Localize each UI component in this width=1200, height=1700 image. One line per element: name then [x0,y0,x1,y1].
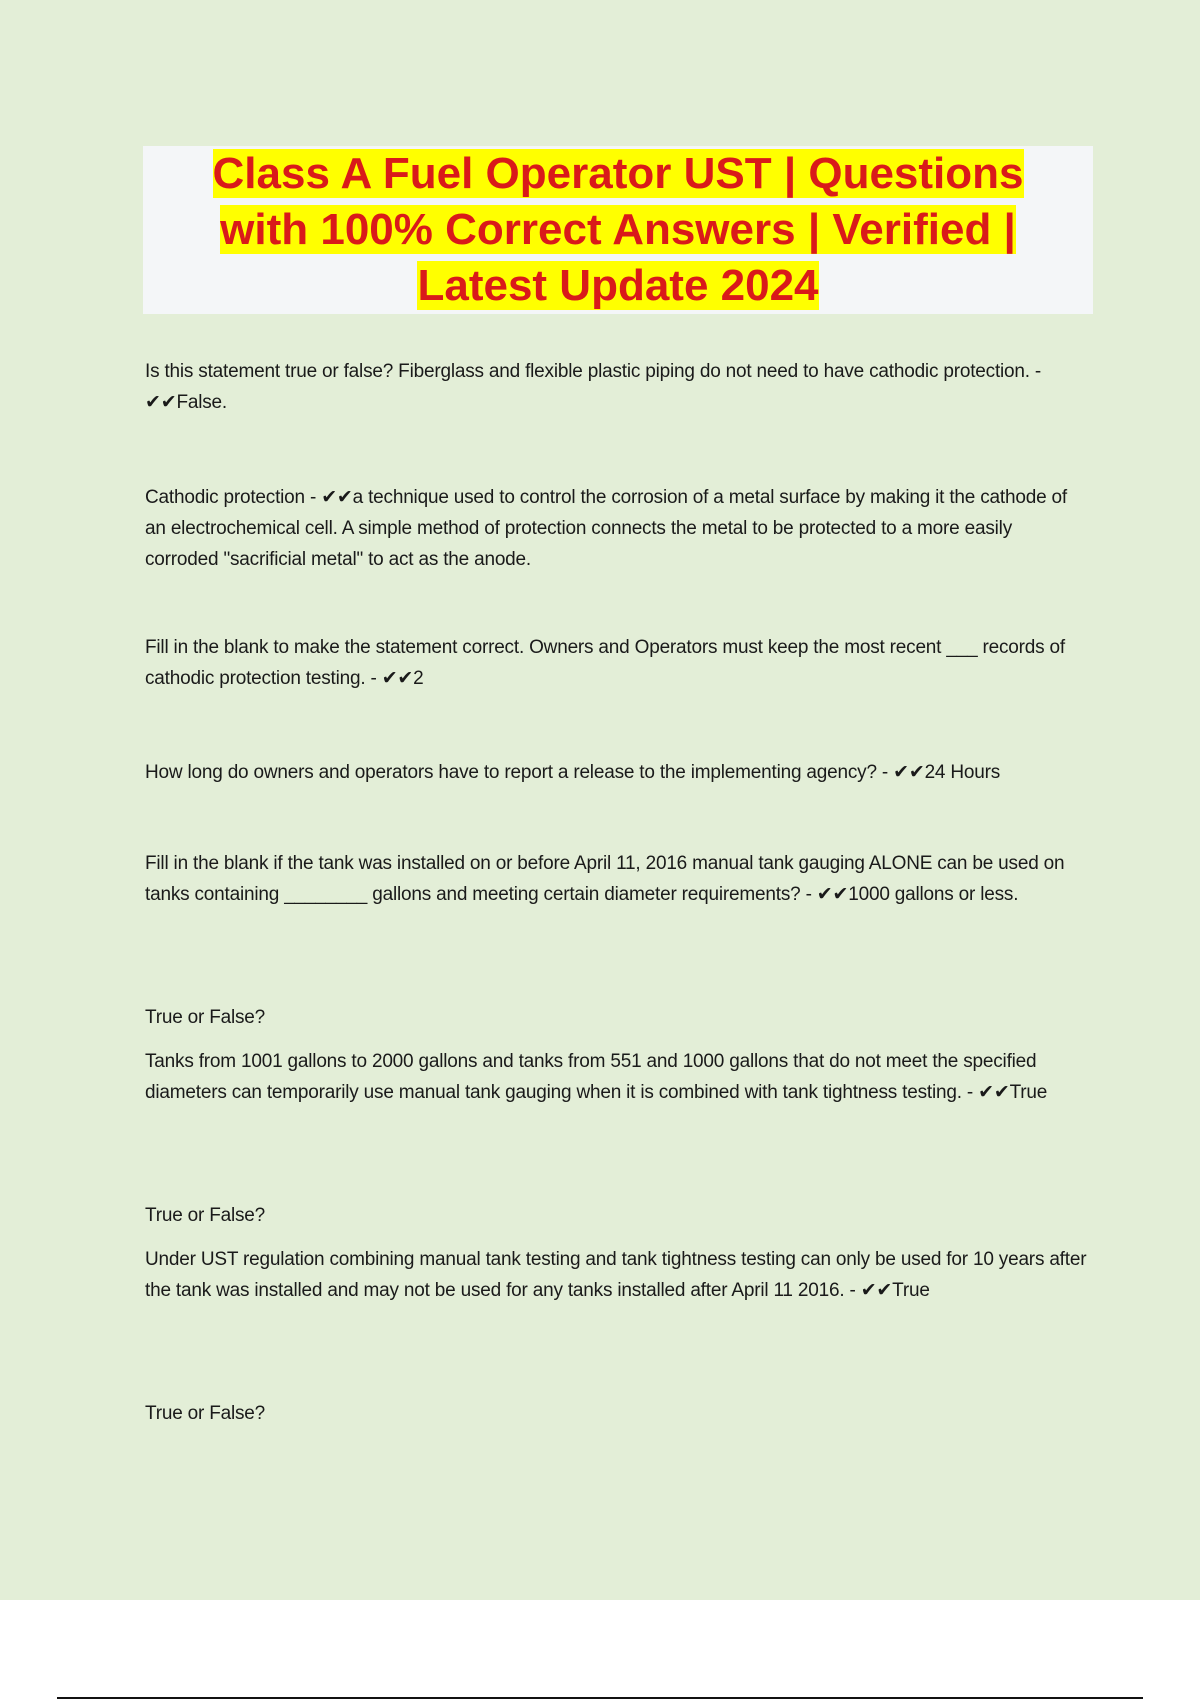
title-line-1 [143,146,1093,202]
qa-item-manual-gauging: Fill in the blank if the tank was installed on or before April 11, 2016 manual tank gauging ALONE can be used on tanks containing ________ gallons and meeting certain diameter requirements? - ✔✔1000 gallons or less. [145,853,1065,905]
qa-item-release-report: How long do owners and operators have to report a release to the implementing agency? - ✔✔24 Hours [145,762,1001,783]
question-heading: True or False? [145,1403,266,1424]
title-banner [143,146,1093,314]
qa-item-temporary-gauging: Tanks from 1001 gallons to 2000 gallons and tanks from 551 and 1000 gallons that do not meet the specified diameters can temporarily use manual tank gauging when it is combined with tank tightness testing. - ✔✔True [145,1051,1048,1103]
title-line-3 [143,258,1093,314]
qa-item-cathodic-piping: Is this statement true or false? Fiberglass and flexible plastic piping do not need to have cathodic protection. - ✔✔False. [145,361,1042,413]
qa-item-cathodic-definition: Cathodic protection - ✔✔a technique used to control the corrosion of a metal surface by making it the cathode of an electrochemical cell. A simple method of protection connects the metal to be protected to a more easily corroded "sacrificial metal" to act as the anode. [145,487,1067,570]
question-heading: True or False? [145,1205,266,1226]
qa-item-ust-regulation: Under UST regulation combining manual tank testing and tank tightness testing can only be used for 10 years after the tank was installed and may not be used for any tanks installed after April 11 2016. - ✔✔True [145,1249,1087,1301]
title-text: Class A Fuel Operator UST | Questions [212,149,1024,198]
question-heading: True or False? [145,1007,266,1028]
footer-divider [57,1697,1143,1699]
title-line-2 [143,202,1093,258]
title-text: Latest Update 2024 [417,261,819,310]
qa-item-records-kept: Fill in the blank to make the statement correct. Owners and Operators must keep the most recent ___ records of cathodic protection testing. - ✔✔2 [145,637,1065,689]
title-text: with 100% Correct Answers | Verified | [220,205,1016,254]
